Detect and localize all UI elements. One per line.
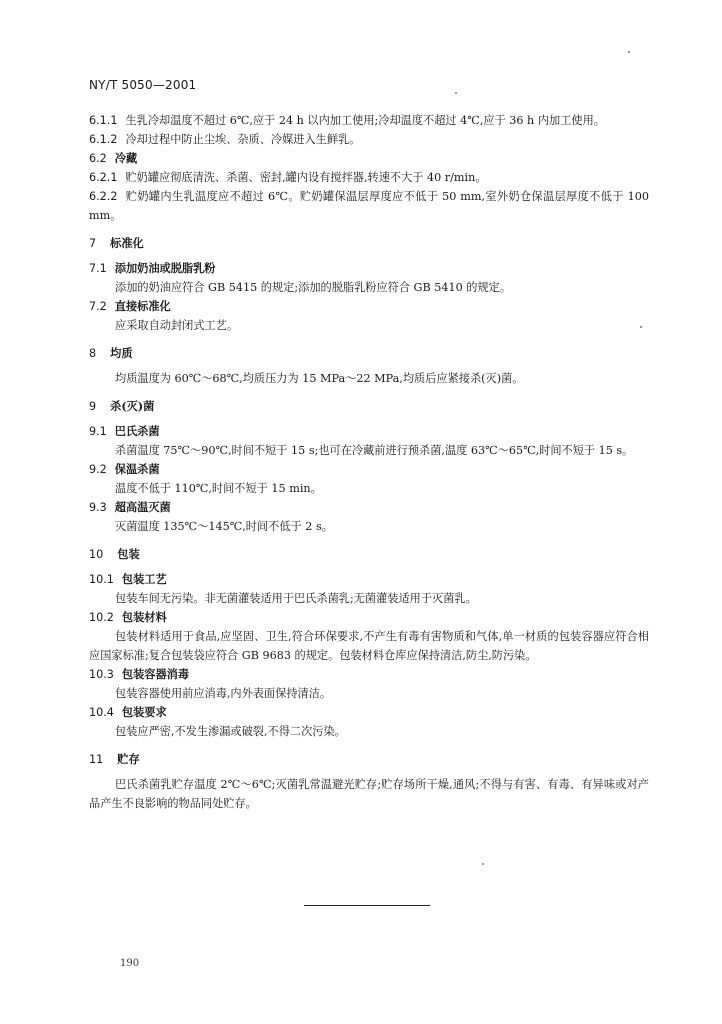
subsection-title: 包装容器消毒: [121, 667, 190, 681]
body-paragraph: 添加的奶油应符合 GB 5415 的规定;添加的脱脂乳粉应符合 GB 5410 的规定。: [115, 281, 512, 294]
scan-speck: [455, 92, 457, 94]
clause-number: 6.1.2: [89, 133, 118, 146]
section-heading: [89, 397, 649, 416]
clause-text: 贮奶罐内生乳温度应不超过 6℃。贮奶罐保温层厚度应不低于 50 mm,室外奶仓保温层厚度不低于 100 mm。: [89, 190, 649, 222]
subsection-title: 包装材料: [121, 610, 167, 624]
subsection-title: 包装工艺: [121, 572, 167, 586]
subsection-heading: [89, 665, 649, 684]
section-gap: [89, 536, 649, 545]
subsection-heading: [89, 703, 649, 722]
document-body: [89, 111, 649, 813]
clause-paragraph: [89, 187, 649, 225]
subsection-title: 添加奶油或脱脂乳粉: [114, 261, 216, 275]
section-heading: [89, 750, 649, 769]
body-paragraph: 应采取自动封闭式工艺。: [115, 319, 239, 332]
subsection-heading: [89, 149, 649, 168]
subsection-number: 10.3: [89, 668, 114, 681]
subsection-title: 超高温灭菌: [114, 500, 171, 514]
clause-text: 生乳冷却温度不超过 6℃,应于 24 h 以内加工使用;冷却温度不超过 4℃,应于 36 h 内加工使用。: [125, 114, 605, 127]
section-title: 标准化: [110, 236, 144, 250]
scan-speck: [640, 326, 642, 328]
section-number: 11: [89, 753, 104, 766]
section-number: 10: [89, 548, 104, 561]
body-paragraph: 包装车间无污染。非无菌灌装适用于巴氏杀菌乳;无菌灌装适用于灭菌乳。: [115, 592, 477, 605]
subsection-number: 7.2: [89, 300, 107, 313]
clause-paragraph: [89, 130, 649, 149]
body-paragraph: 温度不低于 110℃,时间不短于 15 min。: [115, 482, 322, 495]
subsection-number: 9.1: [89, 425, 107, 438]
subsection-heading: [89, 422, 649, 441]
clause-number: 6.2.2: [89, 190, 118, 203]
body-paragraph: 巴氏杀菌乳贮存温度 2℃～6℃;灭菌乳常温避光贮存;贮存场所干燥,通风;不得与有害、有毒、有异味或对产品产生不良影响的物品同处贮存。: [89, 778, 649, 810]
subsection-number: 7.1: [89, 262, 107, 275]
standard-number-header: NY/T 5050—2001: [89, 78, 197, 92]
section-title: 包装: [117, 547, 140, 561]
section-gap: [89, 388, 649, 397]
section-title: 杀(灭)菌: [110, 399, 155, 413]
subsection-number: 9.3: [89, 501, 107, 514]
body-paragraph: 包装应严密,不发生渗漏或破裂,不得二次污染。: [115, 725, 346, 738]
subsection-number: 10.4: [89, 706, 114, 719]
clause-text: 冷却过程中防止尘埃、杂质、冷媒进入生鲜乳。: [125, 133, 361, 146]
section-heading: [89, 344, 649, 363]
subsection-heading: [89, 297, 649, 316]
body-paragraph: 包装材料适用于食品,应坚固、卫生,符合环保要求,不产生有毒有害物质和气体,单一材质的包装容器应符合相应国家标准;复合包装袋应符合 GB 9683 的规定。包装材料仓库应保持清洁,防尘,防污染。: [89, 630, 649, 662]
section-title: 均质: [110, 346, 133, 360]
clause-number: 6.1.1: [89, 114, 118, 127]
clause-paragraph: [89, 111, 649, 130]
subsection-number: 10.1: [89, 573, 114, 586]
subsection-heading: [89, 460, 649, 479]
subsection-heading: [89, 608, 649, 627]
section-title: 贮存: [117, 752, 140, 766]
scan-speck: [482, 863, 484, 865]
subsection-title: 巴氏杀菌: [114, 424, 160, 438]
subsection-title: 直接标准化: [114, 299, 171, 313]
subsection-number: 9.2: [89, 463, 107, 476]
page-number: 190: [120, 958, 140, 969]
clause-number: 6.2.1: [89, 171, 118, 184]
body-paragraph: 包装容器使用前应消毒,内外表面保持清洁。: [115, 687, 332, 700]
body-paragraph: 均质温度为 60℃～68℃,均质压力为 15 MPa～22 MPa,均质后应紧接杀(灭)菌。: [115, 372, 524, 385]
section-gap: [89, 335, 649, 344]
clause-text: 贮奶罐应彻底清洗、杀菌、密封,罐内设有搅拌器,转速不大于 40 r/min。: [125, 171, 487, 184]
section-number: 9: [89, 400, 97, 413]
section-heading: [89, 234, 649, 253]
body-paragraph: 灭菌温度 135℃～145℃,时间不低于 2 s。: [115, 520, 333, 533]
subsection-number: 10.2: [89, 611, 114, 624]
scan-speck: [628, 51, 630, 53]
subsection-title: 包装要求: [121, 705, 167, 719]
subsection-number: 6.2: [89, 152, 107, 165]
section-number: 7: [89, 237, 97, 250]
subsection-heading: [89, 498, 649, 517]
subsection-heading: [89, 570, 649, 589]
body-paragraph: 杀菌温度 75℃～90℃,时间不短于 15 s;也可在冷藏前进行预杀菌,温度 63℃～65℃,时间不短于 15 s。: [115, 444, 634, 457]
subsection-title: 冷藏: [114, 151, 138, 165]
section-number: 8: [89, 347, 97, 360]
subsection-title: 保温杀菌: [114, 462, 160, 476]
section-gap: [89, 741, 649, 750]
section-gap: [89, 225, 649, 234]
end-rule: [304, 905, 430, 906]
section-heading: [89, 545, 649, 564]
subsection-heading: [89, 259, 649, 278]
clause-paragraph: [89, 168, 649, 187]
